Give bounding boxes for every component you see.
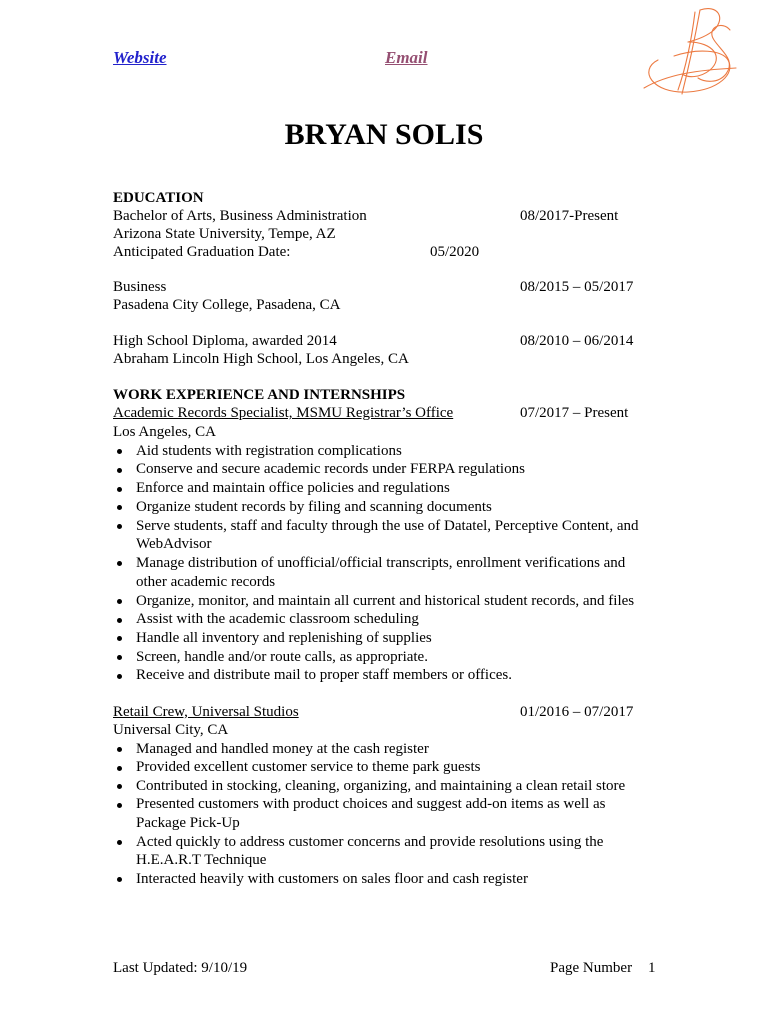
bullet-item bbox=[113, 442, 673, 461]
bullet-text: Interacted heavily with customers on sales floor and cash register bbox=[136, 870, 528, 887]
bullet-text-continued: Package Pick-Up bbox=[136, 814, 240, 831]
bullet-icon bbox=[117, 747, 122, 752]
bullet-icon bbox=[117, 505, 122, 510]
last-updated: Last Updated: 9/10/19 bbox=[113, 960, 248, 976]
bullet-item bbox=[113, 479, 673, 498]
date-range: 08/2010 – 06/2014 bbox=[520, 333, 634, 350]
bullet-item bbox=[113, 777, 673, 796]
bullet-text: Receive and distribute mail to proper staff members or offices. bbox=[136, 667, 512, 684]
bullet-item bbox=[113, 870, 673, 889]
education-degree-row bbox=[113, 208, 673, 226]
date-range: 08/2015 – 05/2017 bbox=[520, 279, 634, 296]
bullet-icon bbox=[117, 468, 122, 473]
education-entry bbox=[113, 279, 673, 315]
job-bullet-list bbox=[113, 442, 673, 685]
bullet-item bbox=[113, 460, 673, 479]
bullet-text: Conserve and secure academic records under FERPA regulations bbox=[136, 461, 525, 478]
education-degree-row bbox=[113, 333, 673, 351]
bullet-icon bbox=[117, 636, 122, 641]
website-link[interactable]: Website bbox=[113, 48, 167, 67]
bullet-text: Managed and handled money at the cash register bbox=[136, 740, 429, 757]
logo-stroke bbox=[698, 25, 730, 81]
work-heading: WORK EXPERIENCE AND INTERNSHIPS bbox=[113, 386, 406, 403]
bullet-item bbox=[113, 666, 673, 685]
page-number-label: Page Number bbox=[550, 960, 633, 976]
bullet-item bbox=[113, 648, 673, 667]
logo-stroke bbox=[649, 51, 730, 92]
school: Abraham Lincoln High School, Los Angeles, CA bbox=[113, 351, 409, 368]
bullet-icon bbox=[117, 449, 122, 454]
date-range: 07/2017 – Present bbox=[520, 405, 629, 422]
bullet-text: Assist with the academic classroom scheduling bbox=[136, 611, 419, 628]
bullet-text: Aid students with registration complications bbox=[136, 442, 402, 459]
bullet-item bbox=[113, 498, 673, 517]
bullet-item bbox=[113, 795, 673, 832]
page-number: 1 bbox=[648, 960, 656, 976]
bullet-text: Acted quickly to address customer concerns and provide resolutions using the bbox=[136, 833, 604, 850]
bullet-item bbox=[113, 517, 673, 554]
bullet-item bbox=[113, 554, 673, 591]
candidate-name: BRYAN SOLIS bbox=[284, 118, 484, 151]
bullet-item bbox=[113, 758, 673, 777]
bullet-item bbox=[113, 740, 673, 759]
bullet-icon bbox=[117, 784, 122, 789]
bullet-item bbox=[113, 610, 673, 629]
education-entry bbox=[113, 208, 673, 262]
bullet-icon bbox=[117, 599, 122, 604]
bullet-text-continued: WebAdvisor bbox=[136, 536, 212, 553]
bullet-icon bbox=[117, 561, 122, 566]
bullet-icon bbox=[117, 524, 122, 529]
bullet-icon bbox=[117, 766, 122, 771]
bullet-item bbox=[113, 629, 673, 648]
bullet-text: Presented customers with product choices and suggest add-on items as well as bbox=[136, 796, 606, 813]
bullet-icon bbox=[117, 618, 122, 623]
bullet-text: Contributed in stocking, cleaning, organizing, and maintaining a clean retail store bbox=[136, 777, 626, 794]
email-link[interactable]: Email bbox=[385, 48, 428, 67]
bullet-icon bbox=[117, 877, 122, 882]
bullet-icon bbox=[117, 674, 122, 679]
job-bullet-list bbox=[113, 740, 673, 888]
work-experience-section bbox=[113, 386, 673, 686]
degree: High School Diploma, awarded 2014 bbox=[113, 333, 337, 350]
graduation-row bbox=[113, 244, 673, 262]
footer-row bbox=[113, 959, 673, 977]
degree: Bachelor of Arts, Business Administration bbox=[113, 207, 367, 224]
bullet-icon bbox=[117, 803, 122, 808]
bullet-item bbox=[113, 592, 673, 611]
date-range: 08/2017-Present bbox=[520, 207, 619, 224]
bullet-text: Handle all inventory and replenishing of supplies bbox=[136, 629, 432, 646]
education-degree-row bbox=[113, 279, 673, 297]
bullet-text-continued: other academic records bbox=[136, 573, 276, 590]
education-heading: EDUCATION bbox=[113, 190, 204, 206]
page-footer bbox=[113, 959, 673, 977]
bullet-text: Organize student records by filing and scanning documents bbox=[136, 498, 492, 515]
job-title: Academic Records Specialist, MSMU Registrar’s Office bbox=[113, 405, 454, 422]
bs-monogram-logo bbox=[638, 4, 738, 98]
bullet-text: Organize, monitor, and maintain all current and historical student records, and files bbox=[136, 592, 635, 609]
bullet-icon bbox=[117, 840, 122, 845]
degree: Business bbox=[113, 279, 167, 296]
bullet-text-continued: H.E.A.R.T Technique bbox=[136, 852, 267, 869]
graduation-label: Anticipated Graduation Date: bbox=[113, 243, 291, 260]
education-entry bbox=[113, 333, 673, 369]
graduation-date: 05/2020 bbox=[430, 243, 480, 260]
bullet-text: Serve students, staff and faculty through the use of Datatel, Perceptive Content, and bbox=[136, 517, 639, 534]
date-range: 01/2016 – 07/2017 bbox=[520, 703, 634, 720]
job-title-row bbox=[113, 404, 673, 423]
bullet-text: Enforce and maintain office policies and regulations bbox=[136, 480, 450, 497]
job-entry bbox=[113, 703, 673, 888]
job-location: Universal City, CA bbox=[113, 722, 229, 739]
education-section bbox=[113, 190, 673, 369]
bullet-text: Screen, handle and/or route calls, as appropriate. bbox=[136, 648, 428, 665]
job-title: Retail Crew, Universal Studios bbox=[113, 703, 299, 720]
bullet-item bbox=[113, 833, 673, 870]
job-location: Los Angeles, CA bbox=[113, 424, 216, 441]
school: Pasadena City College, Pasadena, CA bbox=[113, 297, 341, 314]
job-title-row bbox=[113, 703, 673, 722]
bullet-icon bbox=[117, 487, 122, 492]
bullet-text: Provided excellent customer service to theme park guests bbox=[136, 759, 481, 776]
school: Arizona State University, Tempe, AZ bbox=[113, 225, 336, 242]
bullet-text: Manage distribution of unofficial/official transcripts, enrollment verifications and bbox=[136, 555, 626, 572]
bullet-icon bbox=[117, 655, 122, 660]
